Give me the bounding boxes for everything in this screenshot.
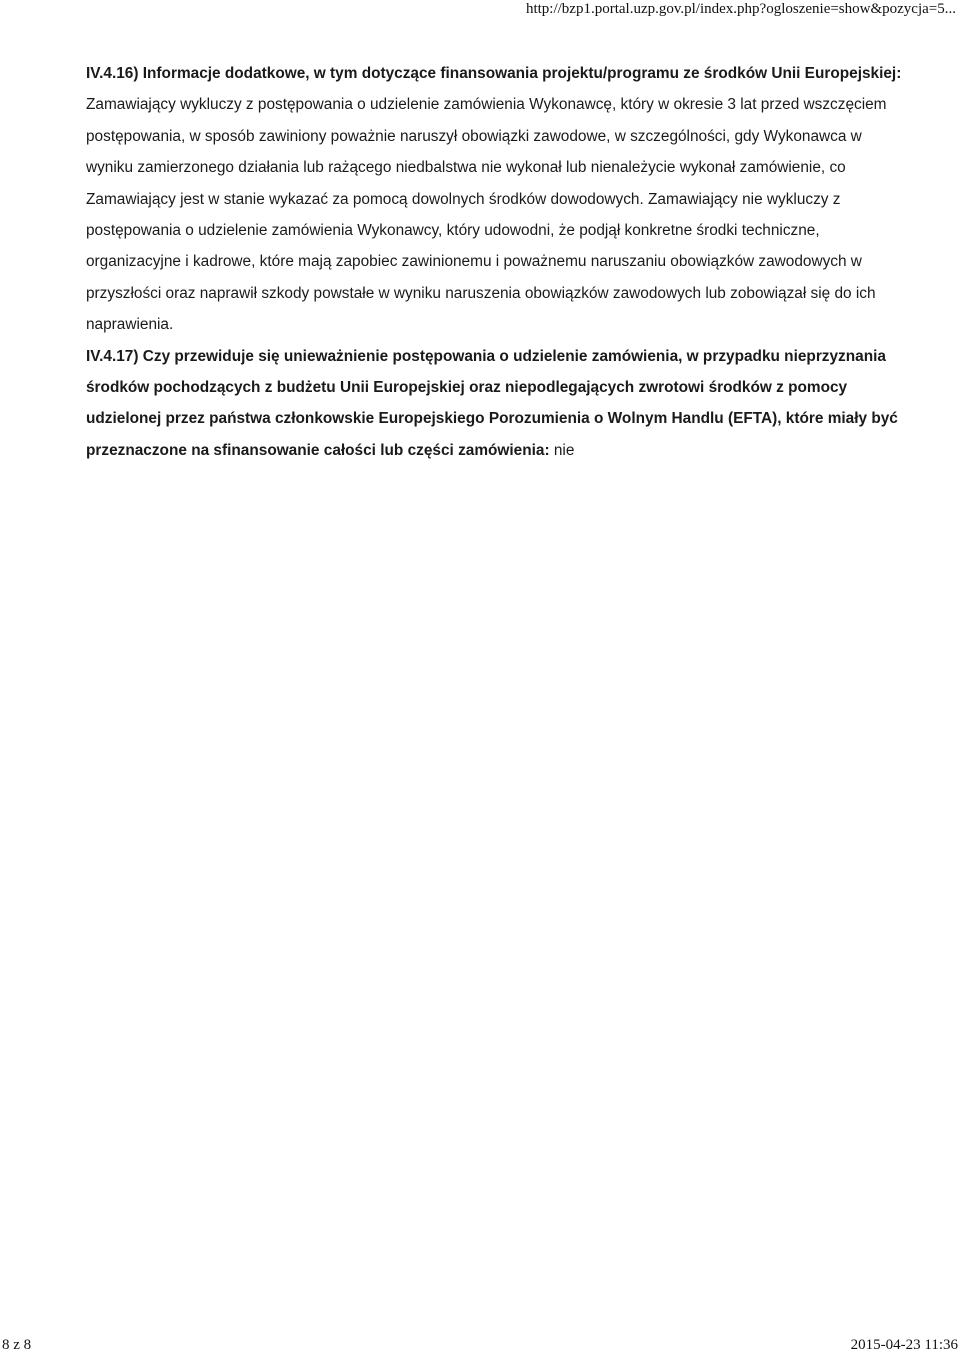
section-answer: nie (553, 441, 575, 459)
print-header-url: http://bzp1.portal.uzp.gov.pl/index.php?ogloszenie=show&pozycja=5... (525, 1, 956, 17)
document-content (86, 58, 906, 466)
section-iv-4-17 (86, 341, 906, 467)
section-body: Zamawiający wykluczy z postępowania o udzielenie zamówienia Wykonawcę, który w okresie 3 lat przed wszczęciem postępowania, w sposób zawiniony poważnie naruszył obowiązki zawodowe, w szczególności, gdy Wykonawca w wyniku zamierzonego działania lub rażącego niedbalstwa nie wykonał lub nienależycie wykonał zamówienie, co Zamawiający jest w stanie wykazać za pomocą dowolnych środków dowodowych. Zamawiający nie wykluczy z postępowania o udzielenie zamówienia Wykonawcy, który udowodni, że podjął konkretne środki techniczne, organizacyjne i kadrowe, które mają zapobiec zawinionemu i poważnemu naruszaniu obowiązków zawodowych w przyszłości oraz naprawił szkody powstałe w wyniku naruszenia obowiązków zawodowych lub zobowiązał się do ich naprawienia. (86, 96, 887, 334)
print-footer-page-number: 8 z 8 (2, 1337, 32, 1353)
section-heading: IV.4.17) Czy przewiduje się unieważnienie postępowania o udzielenie zamówienia, w przypadku nieprzyznania środków pochodzących z budżetu Unii Europejskiej oraz niepodlegających zwrotowi środków z pomocy udzielonej przez państwa członkowskie Europejskiego Porozumienia o Wolnym Handlu (EFTA), które miały być przeznaczone na sfinansowanie całości lub części zamówienia: (86, 347, 898, 459)
section-heading: IV.4.16) Informacje dodatkowe, w tym dotyczące finansowania projektu/programu ze środków Unii Europejskiej: (86, 65, 902, 82)
section-iv-4-16 (86, 58, 906, 341)
print-footer-datetime: 2015-04-23 11:36 (850, 1337, 958, 1353)
